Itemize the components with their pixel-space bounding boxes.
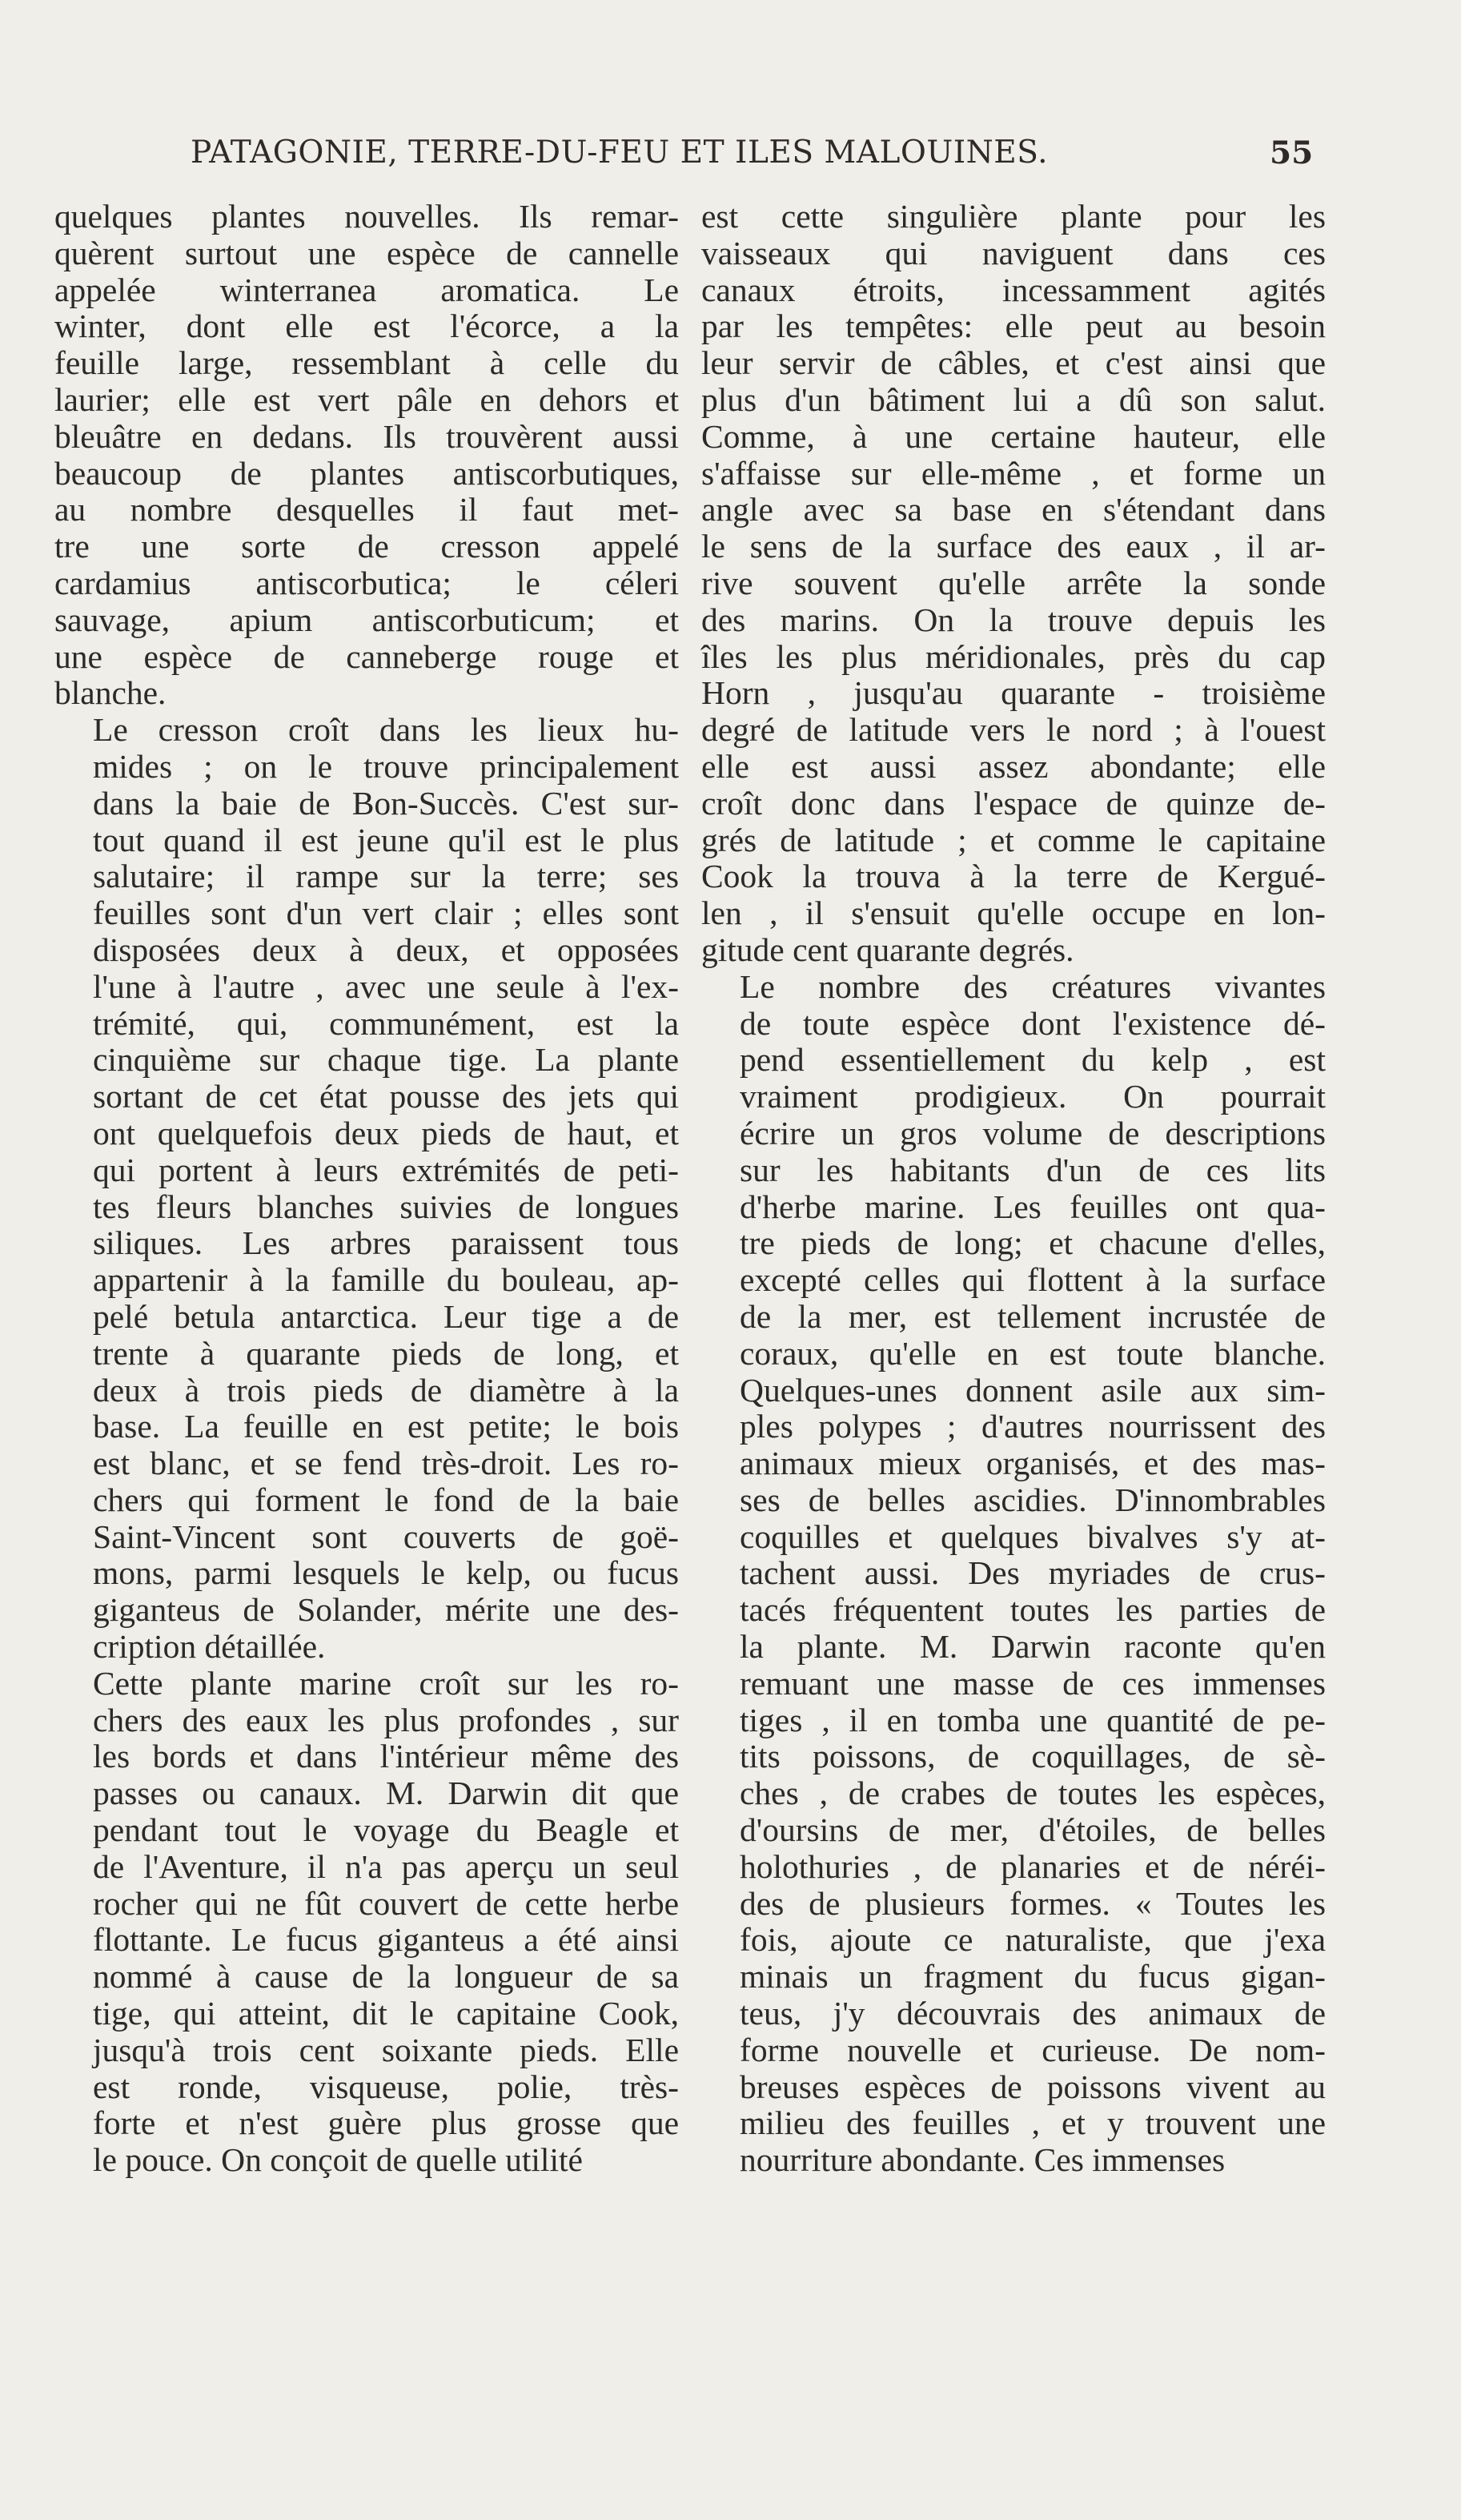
text-line: coquilles et quelques bivalves s'y at- xyxy=(740,1517,1326,1555)
text-line: grés de latitude ; et comme le capitaine xyxy=(701,821,1326,858)
text-line: mides ; on le trouve principalement xyxy=(93,747,679,785)
text-line: gitude cent quarante degrés. xyxy=(701,930,1074,968)
text-line: deux à trois pieds de diamètre à la xyxy=(93,1371,679,1409)
text-line: forte et n'est guère plus grosse que xyxy=(93,2104,679,2142)
paragraph xyxy=(54,1666,679,2179)
text-line: trémité, qui, communément, est la xyxy=(93,1004,679,1042)
text-line: cription détaillée. xyxy=(93,1628,326,1666)
text-line: au nombre desquelles il faut met- xyxy=(54,491,679,529)
text-line: croît donc dans l'espace de quinze de- xyxy=(701,784,1326,822)
text-line: plus d'un bâtiment lui a dû son salut. xyxy=(701,380,1326,418)
text-line: des marins. On la trouve depuis les xyxy=(701,601,1326,638)
text-line: angle avec sa base en s'étendant dans xyxy=(701,491,1326,529)
text-line: rive souvent qu'elle arrête la sonde xyxy=(701,564,1326,601)
text-line: mons, parmi lesquels le kelp, ou fucus xyxy=(93,1554,679,1592)
text-line: tacés fréquentent toutes les parties de xyxy=(740,1591,1326,1629)
text-line: pelé betula antarctica. Leur tige a de xyxy=(93,1297,679,1335)
text-line: base. La feuille en est petite; le bois xyxy=(93,1408,679,1445)
text-line: sur les habitants d'un de ces lits xyxy=(740,1151,1326,1188)
text-line: Horn , jusqu'au quarante - troisième xyxy=(701,674,1326,712)
text-line: flottante. Le fucus giganteus a été ainsi xyxy=(93,1921,679,1959)
text-line: cardamius antiscorbutica; le céleri xyxy=(54,564,679,601)
text-line: animaux mieux organisés, et des mas- xyxy=(740,1445,1326,1482)
text-line: nommé à cause de la longueur de sa xyxy=(93,1958,679,1996)
text-line: d'herbe marine. Les feuilles ont qua- xyxy=(740,1188,1326,1225)
text-line: Le nombre des créatures vivantes xyxy=(740,967,1326,1005)
left-column xyxy=(54,199,679,2179)
text-line: feuille large, ressemblant à celle du xyxy=(54,344,679,382)
text-line: bleuâtre en dedans. Ils trouvèrent aussi xyxy=(54,417,679,455)
text-line: remuant une masse de ces immenses xyxy=(740,1664,1326,1702)
paragraph xyxy=(701,199,1326,969)
text-line: beaucoup de plantes antiscorbutiques, xyxy=(54,454,679,492)
right-column xyxy=(701,199,1326,2179)
text-line: Cook la trouva à la terre de Kergué- xyxy=(701,858,1326,895)
paragraph xyxy=(54,712,679,1666)
text-line: ont quelquefois deux pieds de haut, et xyxy=(93,1114,679,1151)
text-line: est cette singulière plante pour les xyxy=(701,198,1326,235)
text-line: Quelques-unes donnent asile aux sim- xyxy=(740,1371,1326,1409)
text-line: coraux, qu'elle en est toute blanche. xyxy=(740,1334,1326,1372)
text-line: chers qui forment le fond de la baie xyxy=(93,1481,679,1518)
text-line: ses de belles ascidies. D'innombrables xyxy=(740,1481,1326,1518)
text-line: Comme, à une certaine hauteur, elle xyxy=(701,417,1326,455)
text-line: disposées deux à deux, et opposées xyxy=(93,930,679,968)
text-line: vraiment prodigieux. On pourrait xyxy=(740,1078,1326,1115)
text-line: trente à quarante pieds de long, et xyxy=(93,1334,679,1372)
paragraph xyxy=(54,199,679,712)
text-line: tre pieds de long; et chacune d'elles, xyxy=(740,1224,1326,1262)
text-line: dans la baie de Bon-Succès. C'est sur- xyxy=(93,784,679,822)
text-line: l'une à l'autre , avec une seule à l'ex- xyxy=(93,967,679,1005)
text-line: quelques plantes nouvelles. Ils remar- xyxy=(54,198,679,235)
text-line: la plante. M. Darwin raconte qu'en xyxy=(740,1628,1326,1666)
text-line: giganteus de Solander, mérite une des- xyxy=(93,1591,679,1629)
text-line: ples polypes ; d'autres nourrissent des xyxy=(740,1408,1326,1445)
text-line: le pouce. On conçoit de quelle utilité xyxy=(93,2141,583,2179)
text-line: le sens de la surface des eaux , il ar- xyxy=(701,528,1326,565)
text-line: de l'Aventure, il n'a pas aperçu un seul xyxy=(93,1847,679,1885)
text-line: est blanc, et se fend très-droit. Les ro- xyxy=(93,1445,679,1482)
text-line: ches , de crabes de toutes les espèces, xyxy=(740,1774,1326,1812)
text-line: les bords et dans l'intérieur même des xyxy=(93,1738,679,1775)
text-line: tout quand il est jeune qu'il est le plus xyxy=(93,821,679,858)
page-number: 55 xyxy=(1270,135,1314,171)
text-line: par les tempêtes: elle peut au besoin xyxy=(701,307,1326,345)
text-line: holothuries , de planaries et de néréi- xyxy=(740,1847,1326,1885)
text-line: tre une sorte de cresson appelé xyxy=(54,528,679,565)
text-line: degré de latitude vers le nord ; à l'ouest xyxy=(701,711,1326,749)
text-line: teus, j'y découvrais des animaux de xyxy=(740,1995,1326,2032)
text-line: passes ou canaux. M. Darwin dit que xyxy=(93,1774,679,1812)
text-line: tes fleurs blanches suivies de longues xyxy=(93,1188,679,1225)
text-line: Cette plante marine croît sur les ro- xyxy=(93,1664,679,1702)
text-line: breuses espèces de poissons vivent au xyxy=(740,2068,1326,2105)
text-line: tits poissons, de coquillages, de sè- xyxy=(740,1738,1326,1775)
text-line: vaisseaux qui naviguent dans ces xyxy=(701,234,1326,271)
text-line: est ronde, visqueuse, polie, très- xyxy=(93,2068,679,2105)
text-line: écrire un gros volume de descriptions xyxy=(740,1114,1326,1151)
text-line: cinquième sur chaque tige. La plante xyxy=(93,1041,679,1079)
text-line: des de plusieurs formes. « Toutes les xyxy=(740,1884,1326,1922)
text-line: feuilles sont d'un vert clair ; elles sont xyxy=(93,894,679,932)
text-line: len , il s'ensuit qu'elle occupe en lon- xyxy=(701,894,1326,932)
text-line: pendant tout le voyage du Beagle et xyxy=(93,1811,679,1849)
paragraph xyxy=(701,969,1326,2179)
text-line: minais un fragment du fucus gigan- xyxy=(740,1958,1326,1996)
text-line: appelée winterranea aromatica. Le xyxy=(54,271,679,308)
text-line: siliques. Les arbres paraissent tous xyxy=(93,1224,679,1262)
text-line: canaux étroits, incessamment agités xyxy=(701,271,1326,308)
text-line: s'affaisse sur elle-même , et forme un xyxy=(701,454,1326,492)
text-line: forme nouvelle et curieuse. De nom- xyxy=(740,2031,1326,2068)
text-line: Saint-Vincent sont couverts de goë- xyxy=(93,1517,679,1555)
text-line: sauvage, apium antiscorbuticum; et xyxy=(54,601,679,638)
text-line: îles les plus méridionales, près du cap xyxy=(701,637,1326,675)
text-line: leur servir de câbles, et c'est ainsi que xyxy=(701,344,1326,382)
text-line: fois, ajoute ce naturaliste, que j'exa xyxy=(740,1921,1326,1959)
text-line: tiges , il en tomba une quantité de pe- xyxy=(740,1701,1326,1738)
text-line: d'oursins de mer, d'étoiles, de belles xyxy=(740,1811,1326,1849)
text-line: blanche. xyxy=(54,674,167,712)
text-line: qui portent à leurs extrémités de peti- xyxy=(93,1151,679,1188)
text-line: pend essentiellement du kelp , est xyxy=(740,1041,1326,1079)
text-line: sortant de cet état pousse des jets qui xyxy=(93,1078,679,1115)
text-line: tige, qui atteint, dit le capitaine Cook, xyxy=(93,1995,679,2032)
running-head: PATAGONIE, TERRE-DU-FEU ET ILES MALOUINES. xyxy=(191,135,1048,171)
text-line: salutaire; il rampe sur la terre; ses xyxy=(93,858,679,895)
text-line: une espèce de canneberge rouge et xyxy=(54,637,679,675)
text-line: jusqu'à trois cent soixante pieds. Elle xyxy=(93,2031,679,2068)
text-line: milieu des feuilles , et y trouvent une xyxy=(740,2104,1326,2142)
text-line: chers des eaux les plus profondes , sur xyxy=(93,1701,679,1738)
text-line: winter, dont elle est l'écorce, a la xyxy=(54,307,679,345)
text-line: tachent aussi. Des myriades de crus- xyxy=(740,1554,1326,1592)
text-line: appartenir à la famille du bouleau, ap- xyxy=(93,1261,679,1299)
text-line: elle est aussi assez abondante; elle xyxy=(701,747,1326,785)
text-line: quèrent surtout une espèce de cannelle xyxy=(54,234,679,271)
text-line: rocher qui ne fût couvert de cette herbe xyxy=(93,1884,679,1922)
text-line: de la mer, est tellement incrustée de xyxy=(740,1297,1326,1335)
text-line: nourriture abondante. Ces immenses xyxy=(740,2141,1226,2179)
text-line: excepté celles qui flottent à la surface xyxy=(740,1261,1326,1299)
text-line: laurier; elle est vert pâle en dehors et xyxy=(54,380,679,418)
text-line: Le cresson croît dans les lieux hu- xyxy=(93,711,679,749)
text-line: de toute espèce dont l'existence dé- xyxy=(740,1004,1326,1042)
